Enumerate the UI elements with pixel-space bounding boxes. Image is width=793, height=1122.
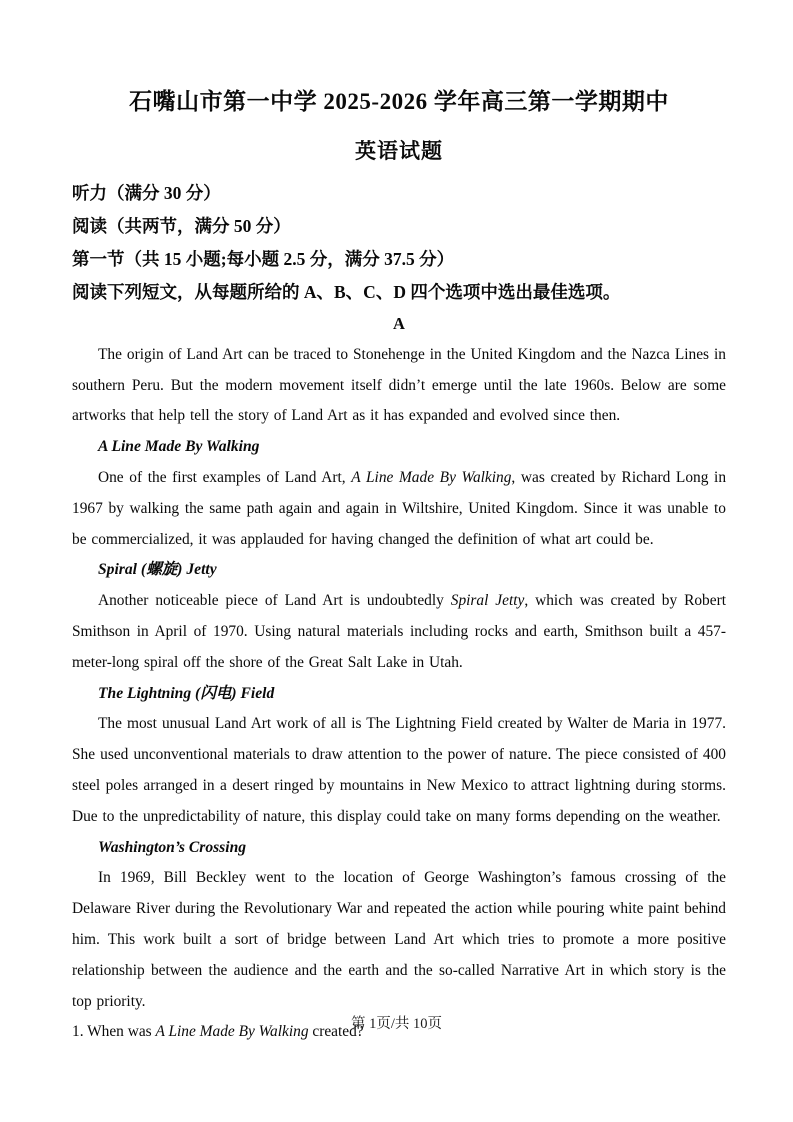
page-content	[72, 0, 726, 1048]
instruction-section-one: 第一节（共 15 小题;每小题 2.5 分，满分 37.5 分）	[72, 249, 455, 269]
exam-instructions	[72, 177, 726, 309]
section-paragraph-lightning-field: The most unusual Land Art work of all is The Lightning Field created by Walter de Maria in 1977. She used unconventional materials to draw attention to the power of nature. The piece consisted of 400 steel poles arranged in a desert ringed by mountains in New Mexico to attract lightning during storms. Due to the unpredictability of nature, this display could take on many forms depending on the weather.	[72, 715, 726, 825]
section-heading-a-line-made-by-walking: A Line Made By Walking	[98, 438, 260, 456]
passage-label: A	[393, 314, 405, 333]
section-heading-lightning-field: The Lightning (闪电) Field	[98, 684, 275, 702]
exam-title: 石嘴山市第一中学 2025-2026 学年高三第一学期期中	[129, 89, 669, 114]
instruction-listening: 听力（满分 30 分）	[72, 183, 221, 203]
exam-subtitle: 英语试题	[355, 139, 443, 163]
section-paragraph-spiral-jetty: Another noticeable piece of Land Art is undoubtedly Spiral Jetty, which was created by Robert Smithson in April of 1970. Using natural materials including rocks and earth, Smithson built a 457-meter-long spiral off the shore of the Great Salt Lake in Utah.	[72, 592, 726, 671]
question-1: 1. When was A Line Made By Walking created?	[72, 1023, 364, 1041]
section-paragraph-a-line-made-by-walking: One of the first examples of Land Art, A Line Made By Walking, was created by Richard Long in 1967 by walking the same path again and again in Wiltshire, United Kingdom. Since it was unable to be commercialized, it was applauded for having changed the definition of what art could be.	[72, 468, 727, 548]
page-footer: 第 1页/共 10页	[350, 1016, 443, 1032]
instruction-reading: 阅读（共两节，满分 50 分）	[72, 216, 291, 236]
intro-paragraph: The origin of Land Art can be traced to Stonehenge in the United Kingdom and the Nazca Lines in southern Peru. But the modern movement itself didn’t emerge until the late 1960s. Below are some artworks that help tell the story of Land Art as it has expanded and evolved since then.	[72, 345, 726, 425]
section-heading-washingtons-crossing: Washington’s Crossing	[98, 838, 247, 856]
section-heading-spiral-jetty: Spiral (螺旋) Jetty	[98, 561, 217, 579]
instruction-directions: 阅读下列短文，从每题所给的 A、B、C、D 四个选项中选出最佳选项。	[72, 282, 621, 302]
section-paragraph-washingtons-crossing: In 1969, Bill Beckley went to the location of George Washington’s famous crossing of the Delaware River during the Revolutionary War and repeated the action while pouring white paint behind him. This work built a sort of bridge between Land Art which tries to promote a more positive relationship between the audience and the earth and the so-called Narrative Art in which story is the top priority.	[72, 869, 726, 1010]
